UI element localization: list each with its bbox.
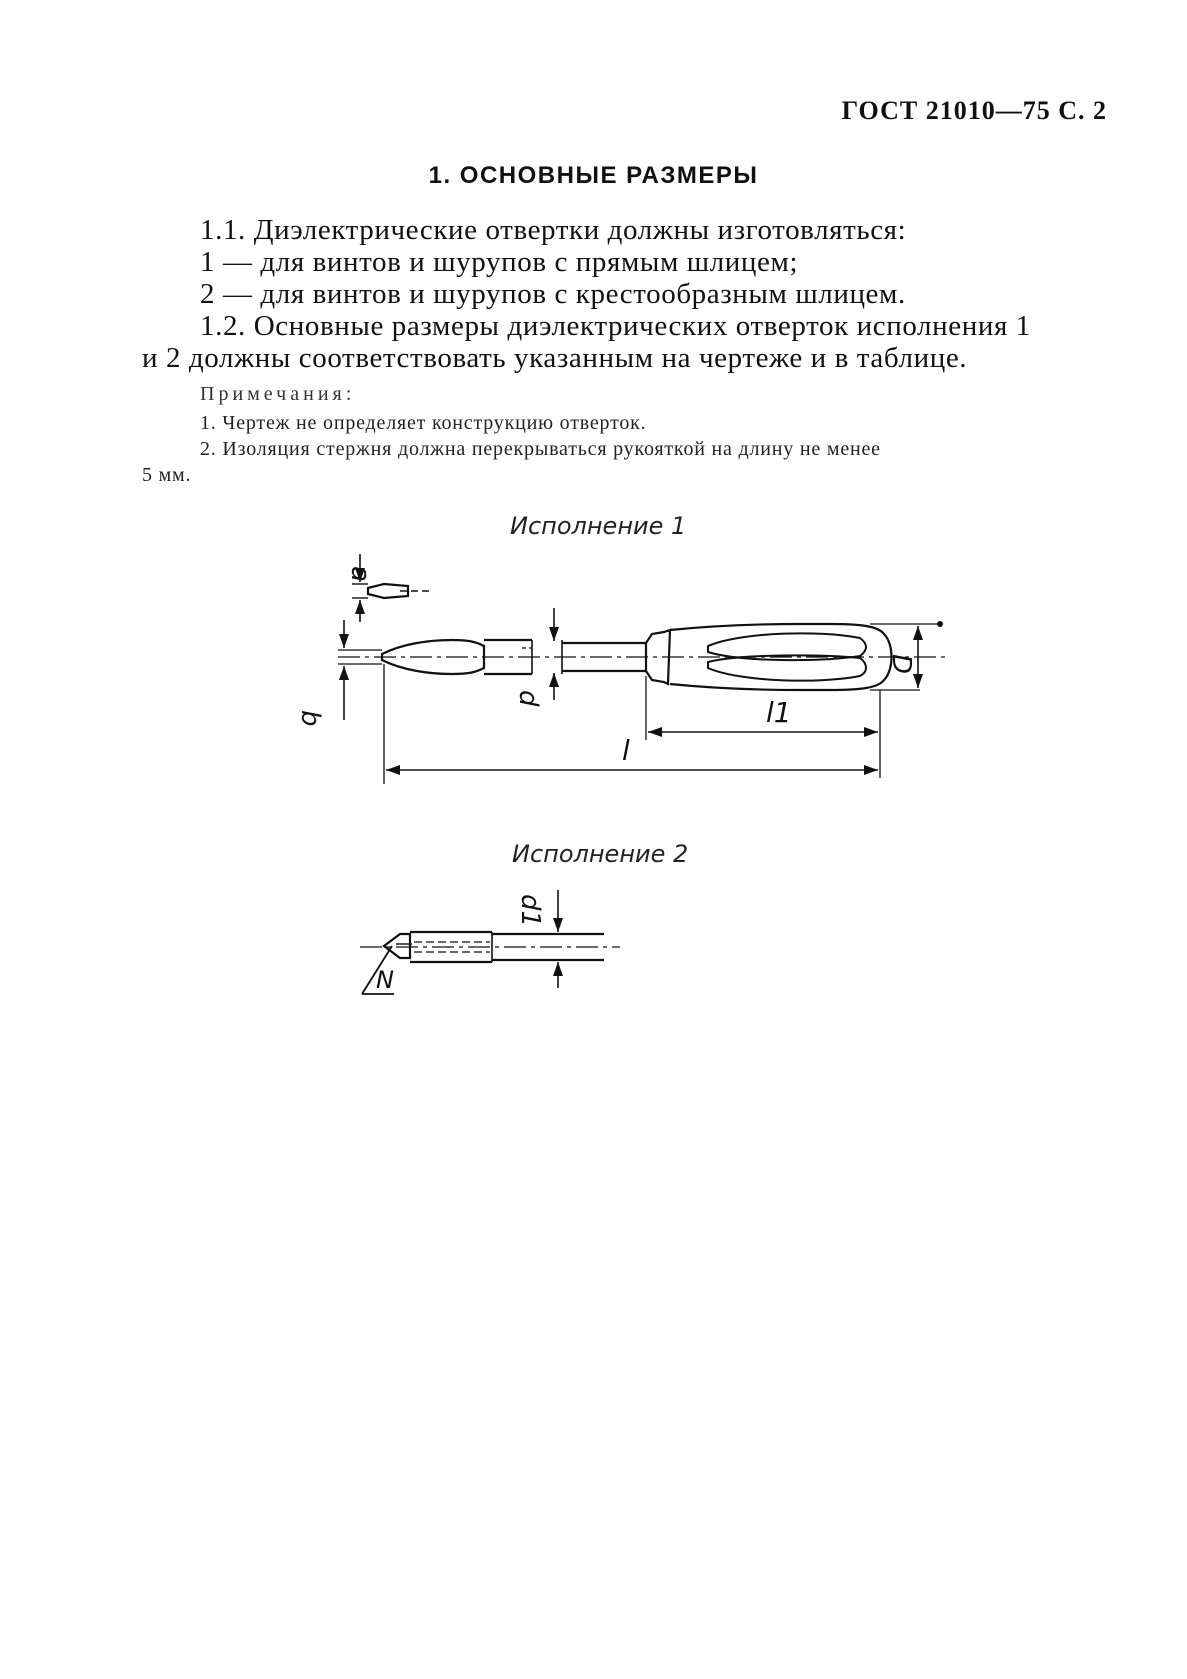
arrow-D-down [913, 674, 923, 688]
paragraph-item-1: 1 — для винтов и шурупов с прямым шлицем; [200, 246, 799, 278]
section-title: 1. ОСНОВНЫЕ РАЗМЕРЫ [428, 162, 759, 189]
figure-1-caption: Исполнение 1 [510, 512, 687, 540]
arrow-l1-right [864, 727, 878, 737]
arrow-l1-left [648, 727, 662, 737]
dim-D-dot [937, 621, 943, 627]
dim-label-l1: l1 [766, 696, 792, 729]
arrow-l-right [864, 765, 878, 775]
arrow-D-up [913, 626, 923, 640]
blade-outline [382, 640, 484, 674]
arrow-l-left [386, 765, 400, 775]
dim-label-N: N [376, 966, 394, 994]
paragraph-item-2: 2 — для винтов и шурупов с крестообразным шлицем. [200, 278, 906, 310]
dim-label-l: l [622, 734, 630, 767]
note-2: 2. Изоляция стержня должна перекрываться рукояткой на длину не менее [200, 438, 881, 460]
dim-label-d1: d1 [515, 894, 545, 928]
notes-heading: Примечания: [200, 383, 356, 405]
arrow-a-up [355, 600, 365, 614]
paragraph-1-1: 1.1. Диэлектрические отвертки должны изготовляться: [200, 214, 907, 246]
dim-label-a: a [345, 566, 375, 582]
page-header: ГОСТ 21010—75 С. 2 [841, 96, 1107, 125]
arrow-b-down [339, 634, 349, 648]
figure-2-caption: Исполнение 2 [512, 840, 689, 868]
arrow-d-down [549, 627, 559, 641]
dim-label-D: D [886, 654, 916, 675]
arrow-b-up [339, 666, 349, 680]
paragraph-1-2-cont: и 2 должны соответствовать указанным на чертеже и в таблице. [142, 342, 968, 374]
paragraph-1-2: 1.2. Основные размеры диэлектрических отверток исполнения 1 [200, 310, 1031, 342]
note-2-cont: 5 мм. [142, 464, 192, 486]
dim-label-b: b [295, 710, 325, 727]
arrow-d-up [549, 673, 559, 687]
dim-label-d: d [513, 690, 543, 707]
note-1: 1. Чертеж не определяет конструкцию отверток. [200, 412, 647, 434]
